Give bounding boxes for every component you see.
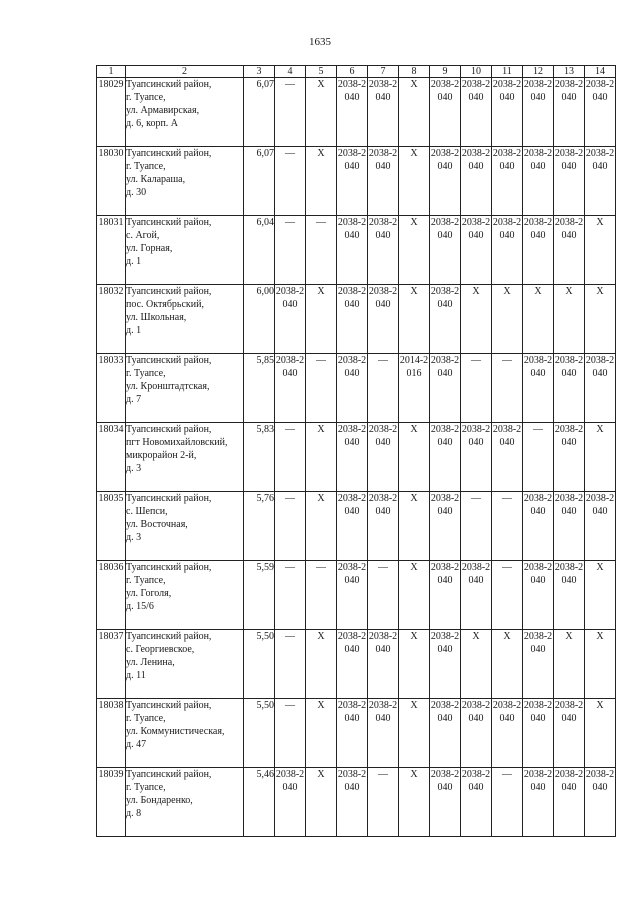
value-cell: 6,07 [244,78,275,147]
address-cell [126,147,244,216]
address-line: ул. Школьная, [126,312,187,323]
schedule-cell: 2038-2040 [430,423,461,492]
address-cell [126,492,244,561]
value-cell: 5,46 [244,768,275,837]
schedule-cell: 2038-2040 [337,561,368,630]
schedule-cell: X [492,630,523,699]
schedule-cell: 2038-2040 [368,216,399,285]
schedule-cell: X [306,147,337,216]
schedule-cell: X [306,630,337,699]
address-line: ул. Горная, [126,243,173,254]
registry-table [96,65,616,837]
address-line: Туапсинский район, [126,217,212,228]
schedule-cell: X [399,285,430,354]
schedule-cell: 2038-2040 [430,285,461,354]
schedule-cell: — [275,561,306,630]
address-line: с. Шепси, [126,506,168,517]
page-number: 1635 [309,36,331,48]
address-line: г. Туапсе, [126,161,166,172]
schedule-cell: X [585,561,616,630]
address-line: г. Туапсе, [126,92,166,103]
value-cell: 6,04 [244,216,275,285]
address-cell [126,561,244,630]
schedule-cell: 2038-2040 [523,768,554,837]
schedule-cell: 2038-2040 [337,492,368,561]
schedule-cell: 2038-2040 [430,561,461,630]
column-header: 3 [244,66,275,78]
schedule-cell: 2038-2040 [554,561,585,630]
column-header: 1 [97,66,126,78]
schedule-cell: 2038-2040 [585,768,616,837]
row-number: 18039 [97,768,126,837]
address-line: Туапсинский район, [126,700,212,711]
address-line: с. Георгиевское, [126,644,195,655]
table-row [97,561,616,630]
schedule-cell: — [461,492,492,561]
address-line: ул. Коммунистическая, [126,726,225,737]
address-line: д. 3 [126,532,142,543]
schedule-cell: 2038-2040 [337,78,368,147]
value-cell: 5,50 [244,630,275,699]
schedule-cell: X [399,699,430,768]
schedule-cell: X [492,285,523,354]
address-line: ул. Бондаренко, [126,795,193,806]
schedule-cell: — [492,768,523,837]
value-cell: 5,85 [244,354,275,423]
schedule-cell: 2038-2040 [554,768,585,837]
address-line: Туапсинский район, [126,769,212,780]
schedule-cell: 2038-2040 [554,699,585,768]
schedule-cell: — [306,354,337,423]
value-cell: 5,50 [244,699,275,768]
address-line: д. 1 [126,256,142,267]
schedule-cell: 2014-2016 [399,354,430,423]
schedule-cell: X [399,147,430,216]
column-header: 11 [492,66,523,78]
schedule-cell: — [306,561,337,630]
address-line: ул. Восточная, [126,519,188,530]
schedule-cell: 2038-2040 [554,78,585,147]
address-line: г. Туапсе, [126,782,166,793]
schedule-cell: 2038-2040 [461,699,492,768]
schedule-cell: — [461,354,492,423]
address-line: Туапсинский район, [126,355,212,366]
schedule-cell: 2038-2040 [554,354,585,423]
row-number: 18030 [97,147,126,216]
schedule-cell: X [306,492,337,561]
schedule-cell: 2038-2040 [523,492,554,561]
schedule-cell: X [399,78,430,147]
schedule-cell: 2038-2040 [554,492,585,561]
schedule-cell: 2038-2040 [492,699,523,768]
schedule-cell: 2038-2040 [523,354,554,423]
schedule-cell: X [585,699,616,768]
schedule-cell: — [275,699,306,768]
address-line: Туапсинский район, [126,79,212,90]
schedule-cell: 2038-2040 [275,768,306,837]
address-line: ул. Калараша, [126,174,186,185]
schedule-cell: — [275,423,306,492]
schedule-cell: X [461,285,492,354]
address-cell [126,423,244,492]
row-number: 18029 [97,78,126,147]
schedule-cell: 2038-2040 [430,354,461,423]
schedule-cell: 2038-2040 [554,423,585,492]
schedule-cell: X [399,492,430,561]
schedule-cell: 2038-2040 [275,354,306,423]
schedule-cell: X [399,630,430,699]
column-header: 5 [306,66,337,78]
table-row [97,699,616,768]
schedule-cell: 2038-2040 [430,768,461,837]
address-cell [126,285,244,354]
schedule-cell: — [306,216,337,285]
schedule-cell: 2038-2040 [554,147,585,216]
address-line: пос. Октябрьский, [126,299,204,310]
schedule-cell: 2038-2040 [461,147,492,216]
schedule-cell: 2038-2040 [337,699,368,768]
schedule-cell: 2038-2040 [430,147,461,216]
address-line: ул. Кронштадтская, [126,381,210,392]
address-line: д. 11 [126,670,146,681]
row-number: 18032 [97,285,126,354]
address-line: д. 15/6 [126,601,154,612]
row-number: 18031 [97,216,126,285]
schedule-cell: 2038-2040 [585,354,616,423]
address-line: д. 47 [126,739,147,750]
address-line: д. 6, корп. А [126,118,179,129]
schedule-cell: — [492,492,523,561]
address-line: д. 8 [126,808,142,819]
address-line: д. 3 [126,463,142,474]
address-line: с. Агой, [126,230,160,241]
address-line: Туапсинский район, [126,148,212,159]
table-row [97,630,616,699]
value-cell: 6,07 [244,147,275,216]
column-header: 2 [126,66,244,78]
schedule-cell: — [275,216,306,285]
address-line: ул. Армавирская, [126,105,200,116]
address-line: г. Туапсе, [126,368,166,379]
address-line: Туапсинский район, [126,286,212,297]
schedule-cell: X [306,285,337,354]
schedule-cell: — [492,561,523,630]
schedule-cell: X [461,630,492,699]
row-number: 18036 [97,561,126,630]
table-row [97,216,616,285]
row-number: 18037 [97,630,126,699]
value-cell: 5,76 [244,492,275,561]
schedule-cell: 2038-2040 [368,492,399,561]
address-line: ул. Гоголя, [126,588,172,599]
address-line: Туапсинский район, [126,424,212,435]
schedule-cell: 2038-2040 [368,285,399,354]
schedule-cell: — [275,492,306,561]
address-cell [126,630,244,699]
schedule-cell: — [368,354,399,423]
schedule-cell: — [492,354,523,423]
schedule-cell: X [306,699,337,768]
schedule-cell: 2038-2040 [430,630,461,699]
column-header: 10 [461,66,492,78]
address-cell [126,768,244,837]
address-cell [126,699,244,768]
schedule-cell: — [275,147,306,216]
address-line: д. 7 [126,394,142,405]
row-number: 18038 [97,699,126,768]
schedule-cell: 2038-2040 [554,216,585,285]
schedule-cell: X [523,285,554,354]
schedule-cell: X [399,561,430,630]
schedule-cell: 2038-2040 [430,699,461,768]
schedule-cell: 2038-2040 [337,423,368,492]
address-cell [126,78,244,147]
schedule-cell: X [306,768,337,837]
schedule-cell: 2038-2040 [461,423,492,492]
schedule-cell: 2038-2040 [523,699,554,768]
schedule-cell: — [523,423,554,492]
schedule-cell: 2038-2040 [430,492,461,561]
schedule-cell: X [585,216,616,285]
schedule-cell: 2038-2040 [275,285,306,354]
address-cell [126,354,244,423]
schedule-cell: 2038-2040 [523,78,554,147]
column-header: 13 [554,66,585,78]
schedule-cell: 2038-2040 [368,423,399,492]
schedule-cell: 2038-2040 [523,216,554,285]
row-number: 18035 [97,492,126,561]
address-line: д. 1 [126,325,142,336]
schedule-cell: 2038-2040 [585,147,616,216]
table-row [97,147,616,216]
schedule-cell: 2038-2040 [368,78,399,147]
schedule-cell: — [368,768,399,837]
row-number: 18034 [97,423,126,492]
schedule-cell: 2038-2040 [492,423,523,492]
schedule-cell: 2038-2040 [368,630,399,699]
schedule-cell: 2038-2040 [585,78,616,147]
column-header: 6 [337,66,368,78]
schedule-cell: 2038-2040 [492,147,523,216]
address-line: Туапсинский район, [126,631,212,642]
table-row [97,78,616,147]
address-line: ул. Ленина, [126,657,175,668]
address-line: Туапсинский район, [126,493,212,504]
column-header: 14 [585,66,616,78]
table-row [97,285,616,354]
address-line: г. Туапсе, [126,575,166,586]
address-cell [126,216,244,285]
column-header: 8 [399,66,430,78]
table-row [97,423,616,492]
schedule-cell: 2038-2040 [461,768,492,837]
schedule-cell: X [399,768,430,837]
schedule-cell: 2038-2040 [523,147,554,216]
schedule-cell: 2038-2040 [461,561,492,630]
schedule-cell: 2038-2040 [368,699,399,768]
table-row [97,492,616,561]
schedule-cell: 2038-2040 [523,561,554,630]
schedule-cell: 2038-2040 [430,78,461,147]
schedule-cell: — [275,630,306,699]
table-row [97,354,616,423]
schedule-cell: X [585,423,616,492]
schedule-cell: 2038-2040 [337,216,368,285]
schedule-cell: 2038-2040 [461,216,492,285]
table-row [97,768,616,837]
schedule-cell: 2038-2040 [337,147,368,216]
schedule-cell: 2038-2040 [337,354,368,423]
column-header: 12 [523,66,554,78]
schedule-cell: 2038-2040 [337,630,368,699]
value-cell: 5,59 [244,561,275,630]
schedule-cell: X [399,216,430,285]
schedule-cell: — [275,78,306,147]
schedule-cell: X [554,285,585,354]
column-header-row [97,66,616,78]
value-cell: 6,00 [244,285,275,354]
value-cell: 5,83 [244,423,275,492]
schedule-cell: — [368,561,399,630]
schedule-cell: X [585,630,616,699]
schedule-cell: X [306,78,337,147]
schedule-cell: 2038-2040 [461,78,492,147]
schedule-cell: X [585,285,616,354]
schedule-cell: 2038-2040 [368,147,399,216]
column-header: 9 [430,66,461,78]
column-header: 4 [275,66,306,78]
schedule-cell: 2038-2040 [523,630,554,699]
table-body [97,78,616,837]
schedule-cell: X [306,423,337,492]
address-line: пгт Новомихайловский, [126,437,228,448]
schedule-cell: 2038-2040 [337,768,368,837]
schedule-cell: 2038-2040 [585,492,616,561]
column-header: 7 [368,66,399,78]
schedule-cell: X [399,423,430,492]
address-line: г. Туапсе, [126,713,166,724]
schedule-cell: 2038-2040 [337,285,368,354]
schedule-cell: 2038-2040 [492,216,523,285]
schedule-cell: X [554,630,585,699]
address-line: микрорайон 2-й, [126,450,197,461]
row-number: 18033 [97,354,126,423]
schedule-cell: 2038-2040 [492,78,523,147]
address-line: Туапсинский район, [126,562,212,573]
address-line: д. 30 [126,187,147,198]
schedule-cell: 2038-2040 [430,216,461,285]
